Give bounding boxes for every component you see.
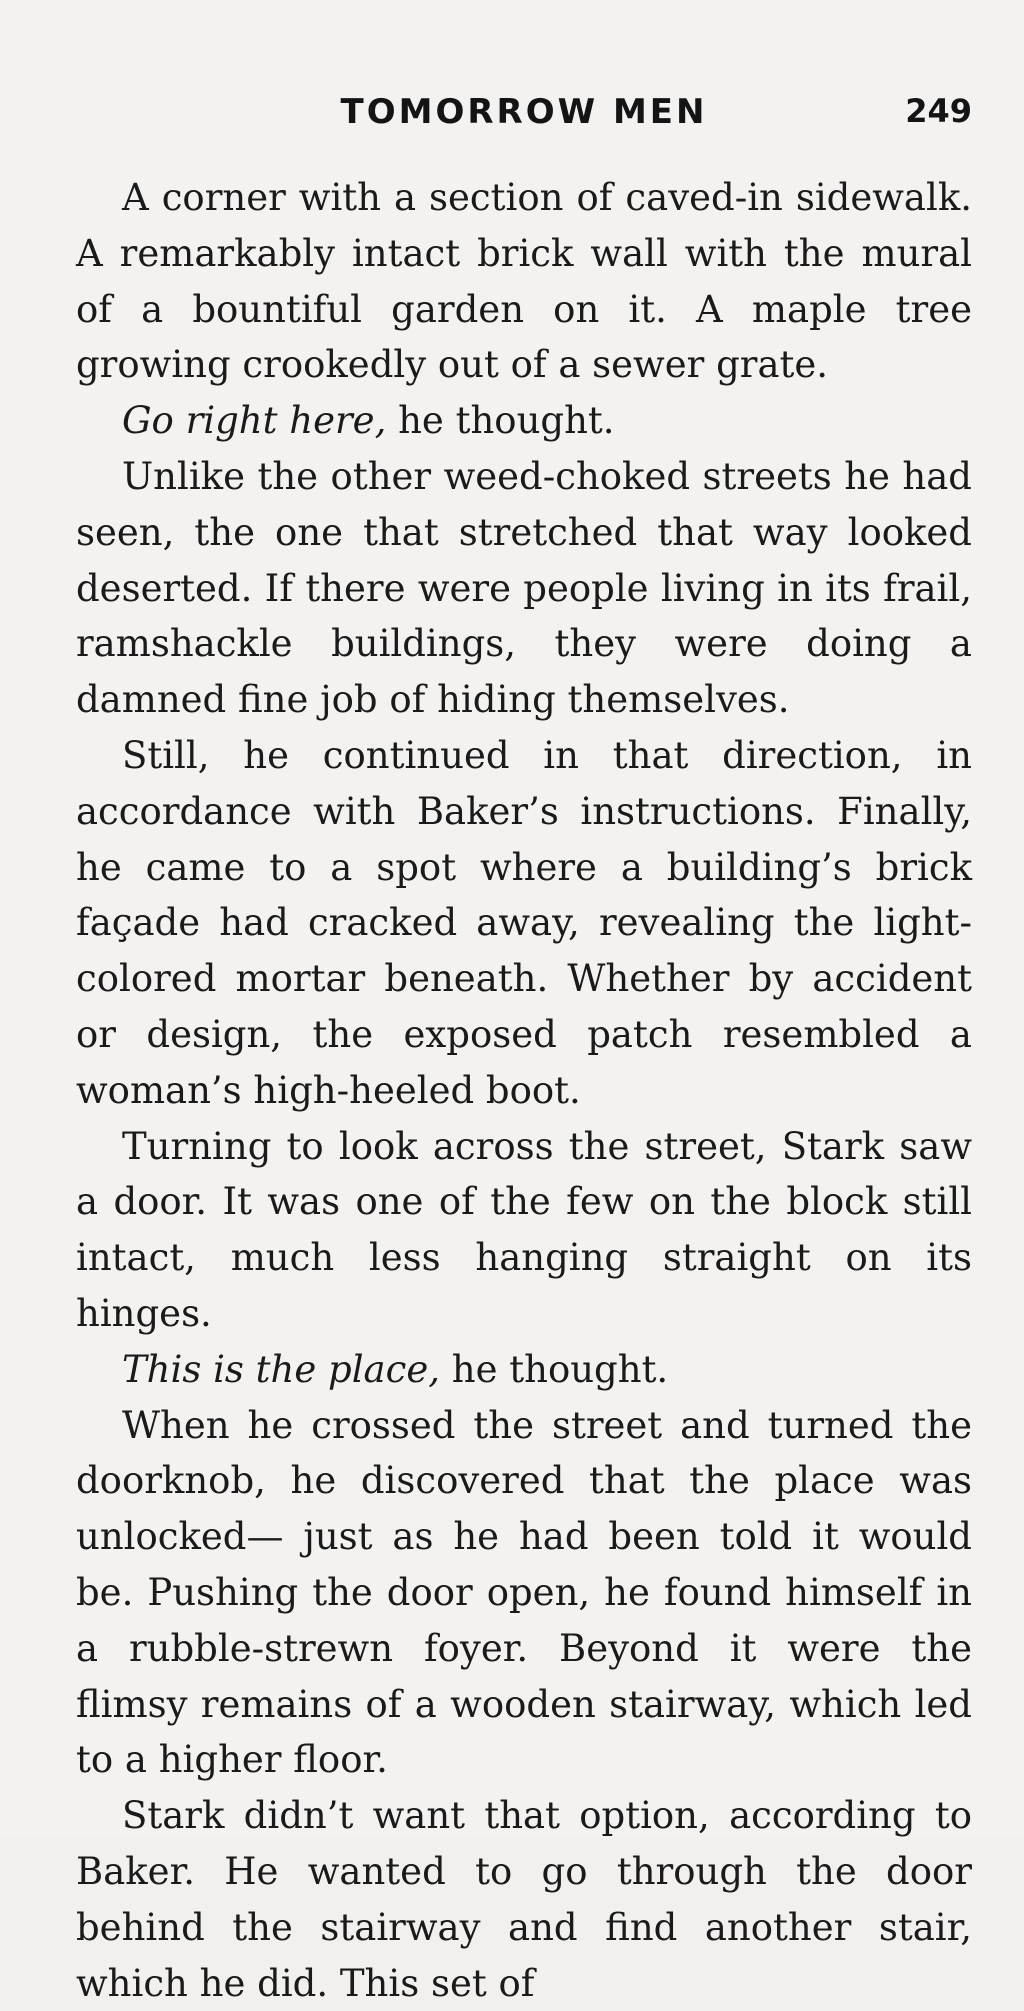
- paragraph: [76, 1788, 972, 2011]
- body-text: [76, 170, 972, 2011]
- paragraph: [76, 728, 972, 1119]
- italic-phrase: Go right here,: [122, 399, 387, 443]
- book-title: TOMORROW MEN: [340, 92, 708, 132]
- paragraph: [76, 393, 972, 449]
- page-number: 249: [905, 92, 972, 130]
- paragraph-text: Unlike the other weed-choked streets he had seen, the one that stretched that way looked deserted. If there were people living in its frail, ramshackle buildings, they were doing a damned fine job of hiding themselves.: [76, 454, 972, 722]
- paragraph-text: A corner with a section of caved-in sidewalk. A remarkably intact brick wall with the mural of a bountiful garden on it. A maple tree growing crookedly out of a sewer grate.: [76, 176, 972, 387]
- paragraph-text: he thought.: [440, 1347, 669, 1391]
- paragraph: [76, 1119, 972, 1342]
- running-head: [76, 92, 972, 142]
- paragraph-text: When he crossed the street and turned the doorknob, he discovered that the place was unlocked— just as he had been told it would be. Pushing the door open, he found himself in a rubble-strewn foyer. Beyond it were the flimsy remains of a wooden stairway, which led to a higher floor.: [76, 1403, 972, 1782]
- italic-phrase: This is the place,: [122, 1347, 440, 1391]
- paragraph: [76, 1342, 972, 1398]
- paragraph-text: Stark didn’t want that option, according to Baker. He wanted to go through the door behind the stairway and find another stair, which he did. This set of: [76, 1794, 972, 2005]
- paragraph: [76, 449, 972, 728]
- paragraph-text: he thought.: [386, 399, 615, 443]
- paragraph-text: Still, he continued in that direction, in accordance with Baker’s instructions. Finally, he came to a spot where a building’s brick façade had cracked away, revealing the light-colored mortar beneath. Whether by accident or design, the exposed patch resembled a woman’s high-heeled boot.: [76, 733, 972, 1112]
- paragraph-text: Turning to look across the street, Stark saw a door. It was one of the few on the block still intact, much less hanging straight on its hinges.: [76, 1124, 972, 1335]
- paragraph: [76, 170, 972, 393]
- paragraph: [76, 1398, 972, 1789]
